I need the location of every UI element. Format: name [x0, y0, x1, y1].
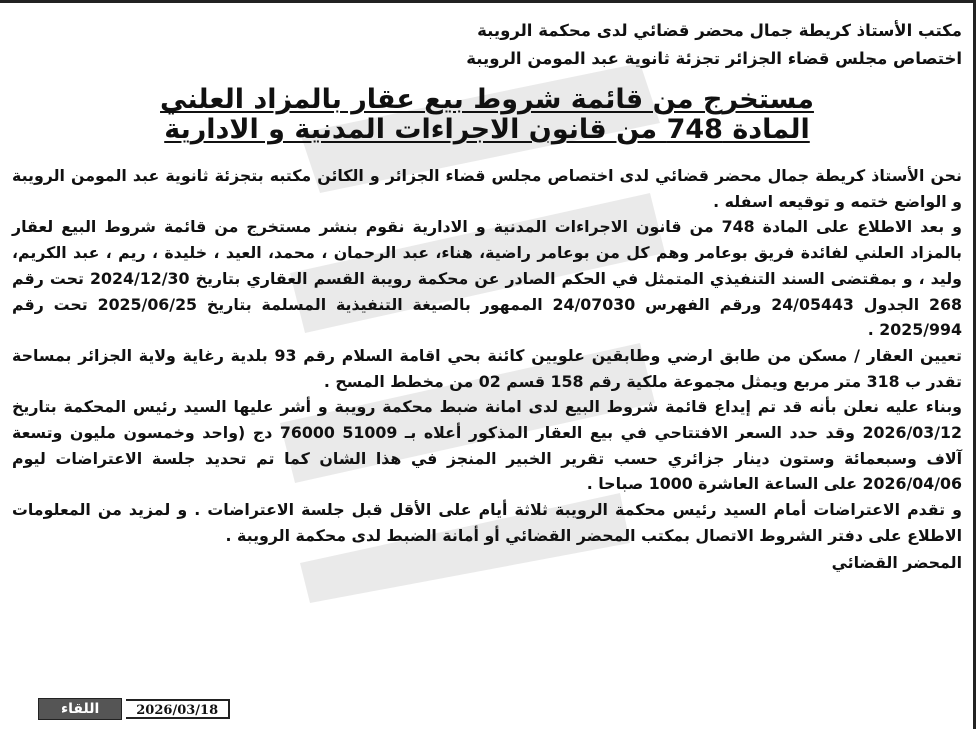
jurisdiction-line: اختصاص مجلس قضاء الجزائر تجزئة ثانوية عبد المومن الرويبة	[466, 49, 962, 68]
office-line: مكتب الأستاذ كريطة جمال محضر قضائي لدى محكمة الرويبة	[477, 21, 962, 40]
paragraph-legal-basis: و بعد الاطلاع على المادة 748 من قانون الاجراءات المدنية و الادارية نقوم بنشر مستخرج من قائمة شروط البيع لعقار بالمزاد العلني لفائدة فريق بوعامر وهم كل من بوعامر راضية، هناء، عبد الرحمان ، محمد، العيد ، خليدة ، ريم ، عبد الكريم، وليد ، و بمقتضى السند التنفيذي المتمثل في الحكم الصادر عن محكمة رويبة القسم العقاري بتاريخ 2024/12/30 تحت رقم 268 الجدول 24/05443 ورقم الفهرس 24/07030 الممهور بالصيغة التنفيذية المسلمة بتاريخ 2025/06/25 تحت رقم 2025/994 .	[12, 217, 962, 340]
notice-title	[12, 85, 962, 145]
publication-footer	[38, 698, 230, 720]
paragraph-objections: و تقدم الاعتراضات أمام السيد رئيس محكمة الرويبة ثلاثة أيام على الأقل قبل جلسة الاعتراضات . و لمزيد من المعلومات الاطلاع على دفتر الشروط الاتصال بمكتب المحضر القضائي أو أمانة الضبط لدى محكمة الرويبة .	[12, 500, 962, 545]
notice-body	[12, 163, 962, 549]
paragraph-property-description: تعيين العقار / مسكن من طابق ارضي وطابقين علويين كائنة بحي اقامة السلام رقم 93 بلدية رغاية ولاية الجزائر بمساحة تقدر ب 318 متر مربع ويمثل مجموعة ملكية رقم 158 قسم 02 من مخطط المسح .	[12, 345, 962, 391]
title-line-2: المادة 748 من قانون الاجراءات المدنية و الادارية	[164, 114, 810, 145]
title-line-1: مستخرج من قائمة شروط بيع عقار بالمزاد العلني	[160, 84, 814, 115]
paragraph-bailiff-intro: نحن الأستاذ كريطة جمال محضر قضائي لدى اختصاص مجلس قضاء الجزائر و الكائن مكتبه بتجزئة ثانوية عبد المومن الرويبة و الواضع ختمه و توقيعه اسفله .	[12, 166, 962, 211]
paragraph-sale-terms: وبناء عليه نعلن بأنه قد تم إيداع قائمة شروط البيع لدى امانة ضبط محكمة رويبة و أشر عليها السيد رئيس المحكمة بتاريخ 2026/03/12 وقد حدد السعر الافتتاحي في بيع العقار المذكور أعلاه بـ 51009 76000 دج (واحد وخمسون مليون وتسعة آلاف وسبعمائة وستون دينار جزائري حسب تقرير الخبير المنجز في هذا الشان كما تم تحديد جلسة الاعتراضات ليوم 2026/04/06 على الساعة العاشرة 1000 صباحا .	[12, 397, 962, 494]
signature-label: المحضر القضائي	[831, 552, 962, 572]
publication-date: 2026/03/18	[126, 699, 230, 719]
notice-content	[12, 17, 962, 576]
publication-name: اللقاء	[38, 698, 122, 720]
